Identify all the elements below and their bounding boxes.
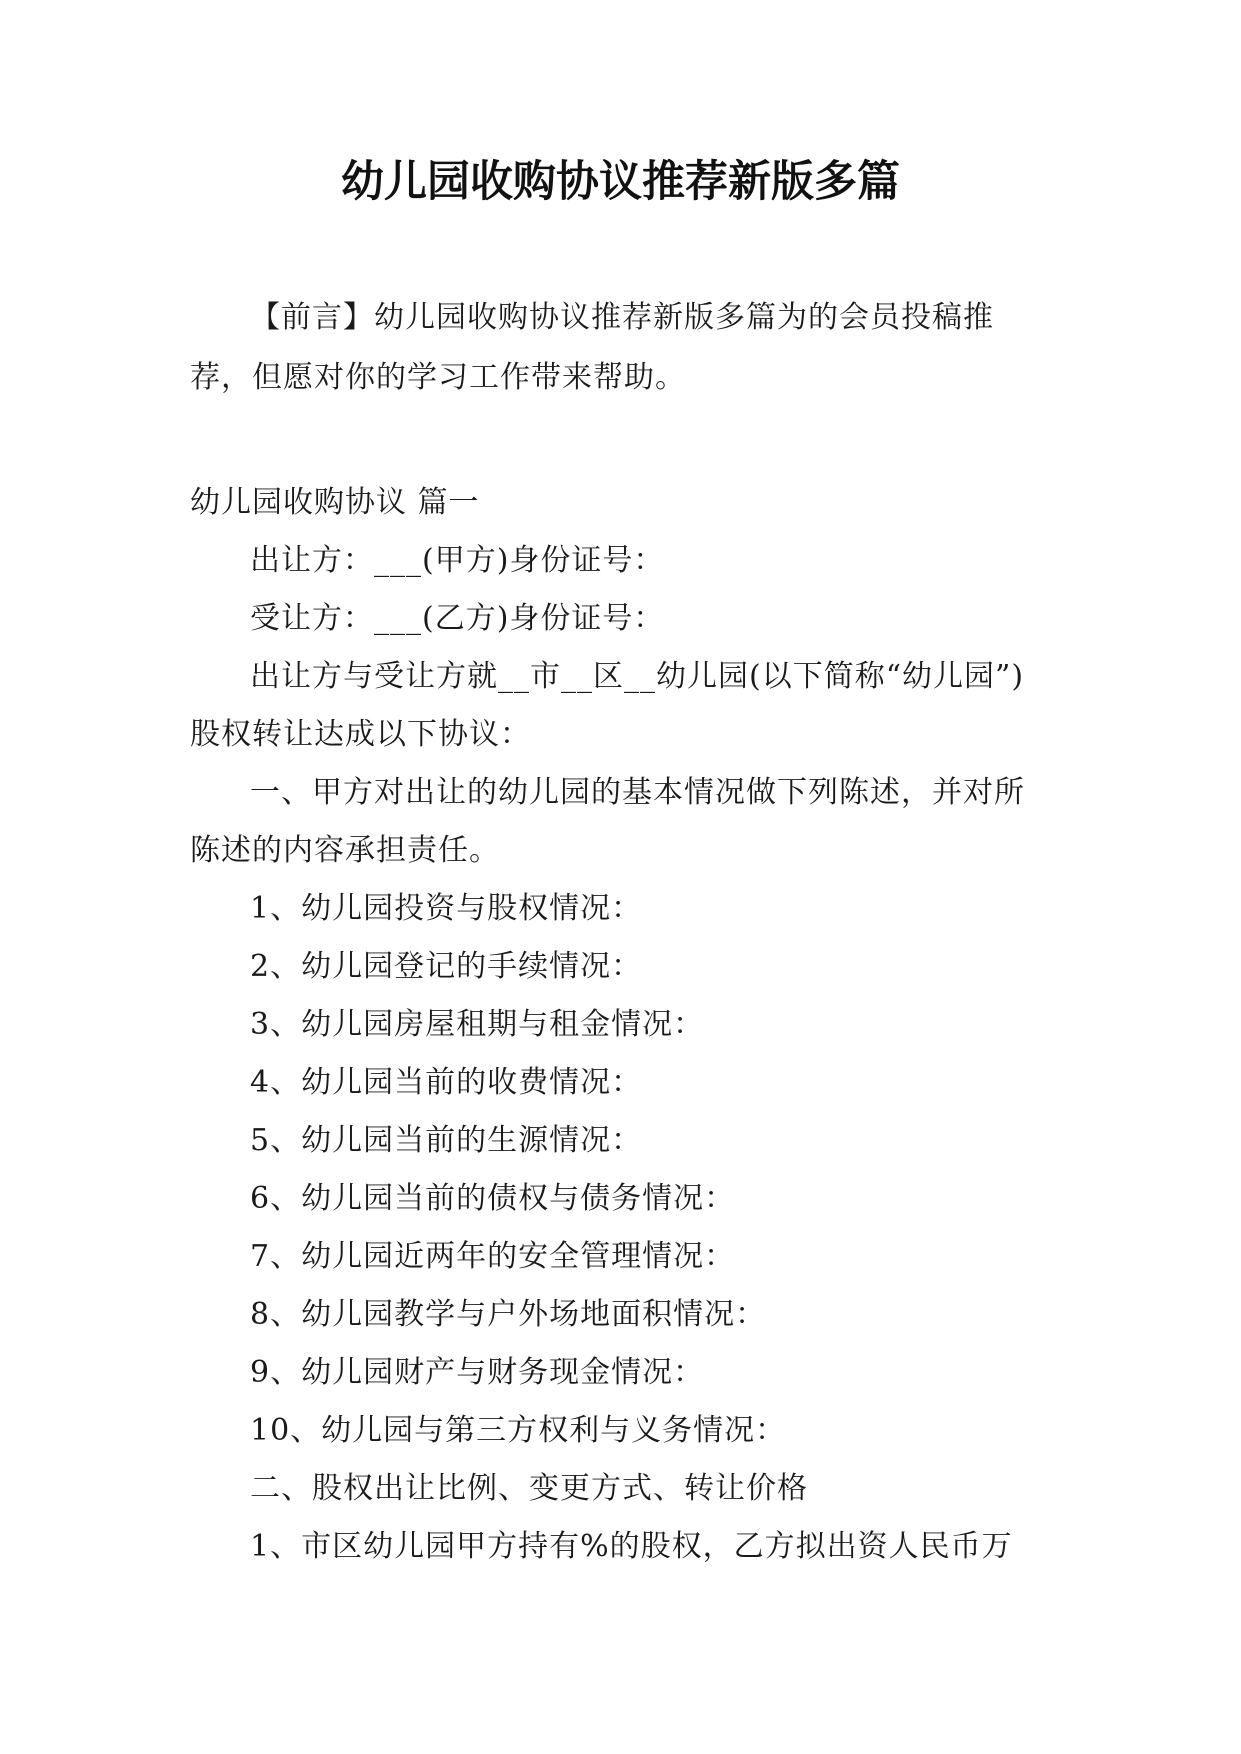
document-body	[190, 288, 1054, 1576]
section-heading: 幼儿园收购协议 篇一	[190, 485, 480, 520]
list-item: 2、幼儿园登记的手续情况：	[250, 949, 643, 984]
paragraph-clause-two-item-one: 1、市区幼儿园甲方持有%的股权，乙方拟出资人民币万	[250, 1529, 1013, 1564]
list-item: 7、幼儿园近两年的安全管理情况：	[250, 1239, 736, 1274]
list-item: 8、幼儿园教学与户外场地面积情况：	[250, 1297, 767, 1332]
list-item: 5、幼儿园当前的生源情况：	[250, 1123, 643, 1158]
paragraph-agreement-intro: 出让方与受让方就__市__区__幼儿园(以下简称“幼儿园”)股权转让达成以下协议：	[190, 659, 1025, 752]
list-item: 3、幼儿园房屋租期与租金情况：	[250, 1007, 705, 1042]
preface-paragraph: 【前言】幼儿园收购协议推荐新版多篇为的会员投稿推荐，但愿对你的学习工作带来帮助。	[190, 300, 994, 395]
list-item: 4、幼儿园当前的收费情况：	[250, 1065, 643, 1100]
list-item: 9、幼儿园财产与财务现金情况：	[250, 1355, 705, 1390]
paragraph-transferor: 出让方：___(甲方)身份证号：	[250, 543, 665, 578]
document-title: 幼儿园收购协议推荐新版多篇	[341, 157, 900, 207]
paragraph-clause-one: 一、甲方对出让的幼儿园的基本情况做下列陈述，并对所陈述的内容承担责任。	[190, 775, 1025, 868]
paragraph-clause-two: 二、股权出让比例、变更方式、转让价格	[250, 1471, 808, 1506]
list-item: 10、幼儿园与第三方权利与义务情况：	[250, 1413, 787, 1448]
list-item: 1、幼儿园投资与股权情况：	[250, 891, 643, 926]
list-item: 6、幼儿园当前的债权与债务情况：	[250, 1181, 736, 1216]
paragraph-transferee: 受让方：___(乙方)身份证号：	[250, 601, 665, 636]
